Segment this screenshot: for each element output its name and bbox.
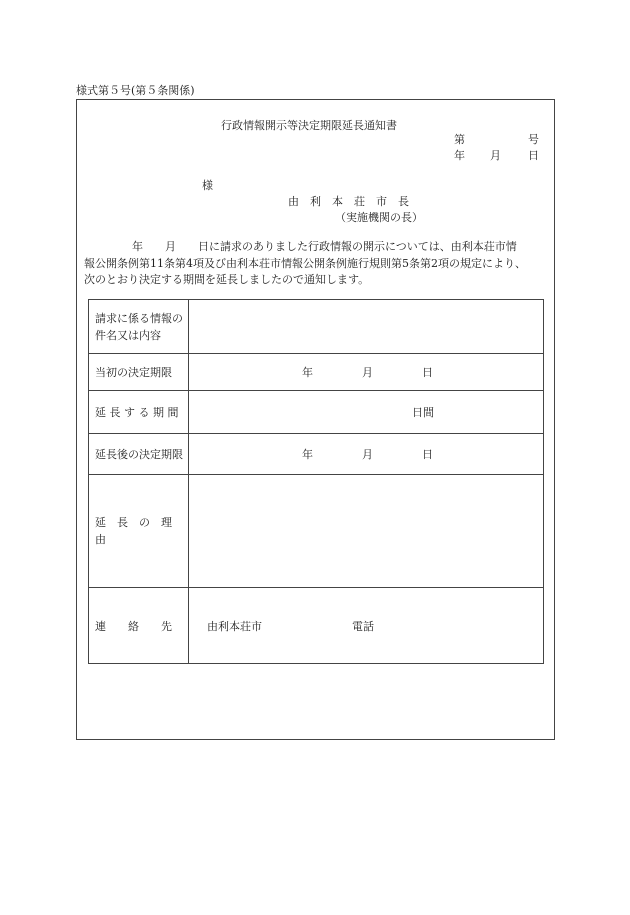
year-label: 年 xyxy=(302,448,313,461)
day-label: 日 xyxy=(422,366,433,379)
month-label: 月 xyxy=(362,366,373,379)
doc-number-prefix: 第 xyxy=(454,133,465,146)
row-label: 請求に係る情報の件名又は内容 xyxy=(89,300,189,353)
info-table xyxy=(88,299,544,664)
subject-field[interactable] xyxy=(189,300,543,353)
table-row-original-deadline xyxy=(89,354,543,391)
row-label: 連 絡 先 xyxy=(89,588,189,664)
original-deadline-field[interactable] xyxy=(189,354,543,390)
doc-date-day: 日 xyxy=(528,149,539,162)
extension-period-field[interactable] xyxy=(189,391,543,433)
year-label: 年 xyxy=(302,366,313,379)
new-deadline-field[interactable] xyxy=(189,434,543,474)
document-title: 行政情報開示等決定期限延長通知書 xyxy=(221,119,397,132)
day-label: 日 xyxy=(422,448,433,461)
reason-field[interactable] xyxy=(189,475,543,587)
days-unit-label: 日間 xyxy=(412,406,434,419)
row-label: 延 長 の 理 由 xyxy=(89,475,189,587)
doc-date-year: 年 xyxy=(454,149,465,162)
contact-field[interactable] xyxy=(189,588,543,664)
issuer-note: （実施機関の長） xyxy=(335,211,423,224)
doc-date-month: 月 xyxy=(490,149,501,162)
row-label: 延 長 す る 期 間 xyxy=(89,391,189,433)
doc-number-suffix: 号 xyxy=(528,133,539,146)
issuer: 由 利 本 荘 市 長 xyxy=(288,195,409,208)
notice-line: 次のとおり決定する期間を延長しましたので通知します。 xyxy=(84,273,370,286)
row-label: 延長後の決定期限 xyxy=(89,434,189,474)
row-label: 当初の決定期限 xyxy=(89,354,189,390)
month-label: 月 xyxy=(362,448,373,461)
notice-line: 報公開条例第11条第4項及び由利本荘市情報公開条例施行規則第5条第2項の規定により、 xyxy=(84,256,526,270)
notice-line: 年 月 日に請求のありました行政情報の開示については、由利本荘市情 xyxy=(132,240,517,253)
table-row-subject xyxy=(89,300,543,354)
contact-phone-label: 電話 xyxy=(352,620,374,633)
notice-body xyxy=(84,239,554,289)
table-row-extension-period xyxy=(89,391,543,434)
table-row-contact xyxy=(89,588,543,664)
table-row-new-deadline xyxy=(89,434,543,475)
table-row-reason xyxy=(89,475,543,588)
form-number: 様式第５号(第５条関係) xyxy=(76,84,195,97)
contact-city: 由利本荘市 xyxy=(207,620,262,633)
addressee-suffix: 様 xyxy=(202,179,213,192)
